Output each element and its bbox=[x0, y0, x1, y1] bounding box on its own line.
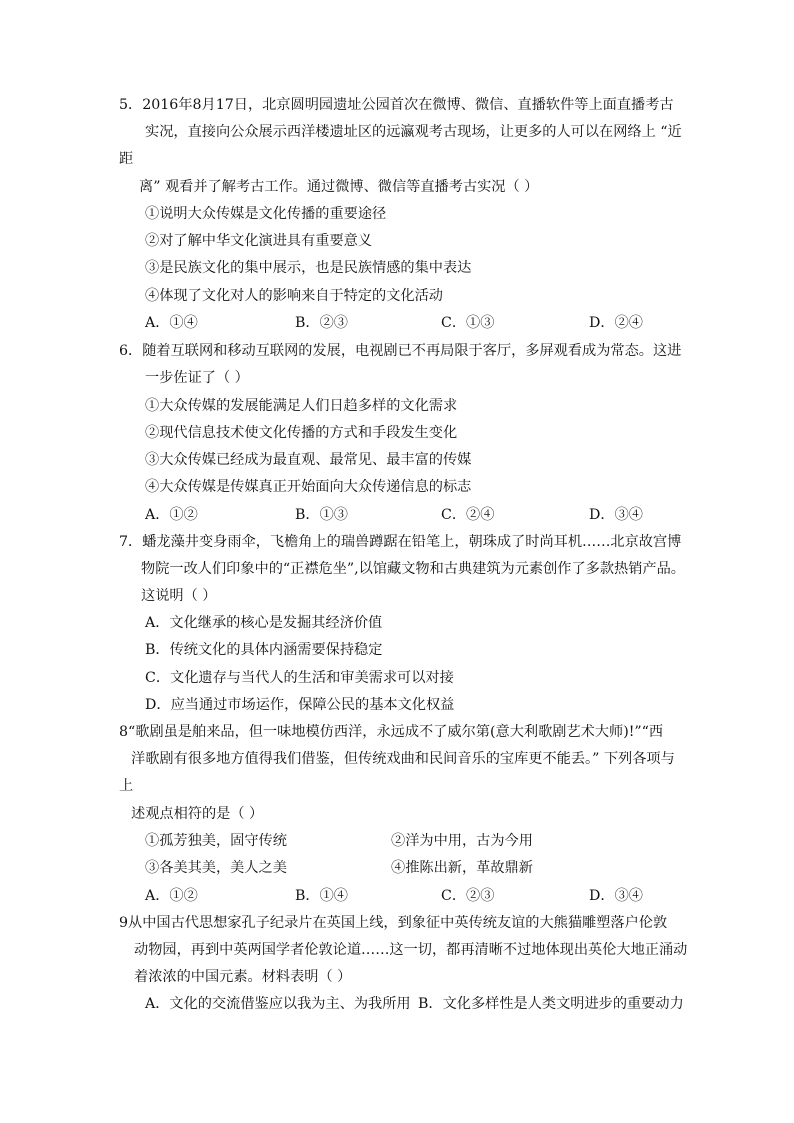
q9-stem-line-2: 动物园，再到中英两国学者伦敦论道……这一切，都再清晰不过地体现出英伦大地正涌动 bbox=[134, 942, 688, 958]
q8-statement-2: ②洋为中用，古为今用 bbox=[391, 833, 533, 849]
q6-statement-3: ③大众传媒已经成为最直观、最常见、最丰富的传媒 bbox=[145, 452, 472, 468]
q6-choice-c: C．②④ bbox=[441, 507, 495, 523]
q9-choice-b: B．文化多样性是人类文明进步的重要动力 bbox=[418, 996, 684, 1012]
q8-stem-line-1: 8“歌剧虽是舶来品，但一味地模仿西洋，永远成不了威尔第(意大利歌剧艺术大师)!”“西 bbox=[119, 724, 664, 740]
q8-stem-line-3: 上 bbox=[119, 778, 134, 794]
q6-stem-line-1: 6．随着互联网和移动互联网的发展，电视剧已不再局限于客厅，多屏观看成为常态。这进 bbox=[119, 343, 682, 359]
q6-statement-4: ④大众传媒是传媒真正开始面向大众传递信息的标志 bbox=[145, 479, 472, 495]
q6-statement-2: ②现代信息技术使文化传播的方式和手段发生变化 bbox=[145, 425, 458, 441]
q7-choice-d: D．应当通过市场运作，保障公民的基本文化权益 bbox=[145, 697, 455, 713]
q8-statement-1: ①孤芳独美，固守传统 bbox=[145, 833, 287, 849]
q5-stem-line-3: 距 bbox=[119, 151, 134, 167]
q6-stem-line-2: 一步佐证了（ ） bbox=[145, 370, 249, 386]
q9-stem-line-1: 9从中国古代思想家孔子纪录片在英国上线，到象征中英传统友谊的大熊猫雕塑落户伦敦 bbox=[119, 915, 668, 931]
q7-choice-b: B．传统文化的具体内涵需要保持稳定 bbox=[145, 642, 383, 658]
q8-stem-line-2: 洋歌剧有很多地方值得我们借鉴，但传统戏曲和民间音乐的宝库更不能丢。” 下列各项与 bbox=[131, 751, 675, 767]
q5-statement-2: ②对了解中华文化演进具有重要意义 bbox=[145, 233, 373, 249]
q9-stem-line-3: 着浓浓的中国元素。材料表明（ ） bbox=[134, 969, 352, 985]
q6-choice-b: B．①③ bbox=[295, 507, 348, 523]
q6-choice-d: D．③④ bbox=[589, 507, 643, 523]
q8-statement-3: ③各美其美，美人之美 bbox=[145, 860, 287, 876]
q5-statement-1: ①说明大众传媒是文化传播的重要途径 bbox=[145, 206, 387, 222]
q5-stem-line-4: 离” 观看并了解考古工作。通过微博、微信等直播考古实况（ ） bbox=[139, 179, 539, 195]
q7-stem-line-2: 物院一改人们印象中的“正襟危坐”,以馆藏文物和古典建筑为元素创作了多款热销产品。 bbox=[141, 561, 685, 577]
q8-choice-a: A．①② bbox=[145, 888, 198, 904]
q7-stem-line-1: 7．蟠龙藻井变身雨伞，飞檐角上的瑞兽蹲踞在铅笔上，朝珠成了时尚耳机……北京故宫博 bbox=[119, 534, 682, 550]
q6-choice-a: A．①② bbox=[145, 507, 198, 523]
q7-stem-line-3: 这说明（ ） bbox=[141, 588, 217, 604]
q5-choice-d: D．②④ bbox=[589, 315, 643, 331]
q8-choice-b: B．①④ bbox=[295, 888, 348, 904]
q6-statement-1: ①大众传媒的发展能满足人们日趋多样的文化需求 bbox=[145, 398, 458, 414]
q5-choice-c: C．①③ bbox=[441, 315, 495, 331]
q5-stem-line-1: 5．2016年8月17日，北京圆明园遗址公园首次在微博、微信、直播软件等上面直播考古 bbox=[119, 97, 674, 113]
q5-stem-line-2: 实况，直接向公众展示西洋楼遗址区的远瀛观考古现场，让更多的人可以在网络上 “近 bbox=[145, 124, 682, 140]
q7-choice-a: A．文化继承的核心是发掘其经济价值 bbox=[145, 615, 383, 631]
q8-stem-line-4: 述观点相符的是（ ） bbox=[131, 806, 264, 822]
q5-choice-a: A．①④ bbox=[145, 315, 198, 331]
q5-choice-b: B．②③ bbox=[295, 315, 348, 331]
q5-statement-4: ④体现了文化对人的影响来自于特定的文化活动 bbox=[145, 288, 443, 304]
q8-choice-d: D．③④ bbox=[589, 888, 643, 904]
q7-choice-c: C．文化遗存与当代人的生活和审美需求可以对接 bbox=[145, 670, 454, 686]
q9-choice-a: A．文化的交流借鉴应以我为主、为我所用 bbox=[145, 996, 411, 1012]
q5-statement-3: ③是民族文化的集中展示，也是民族情感的集中表达 bbox=[145, 260, 472, 276]
q8-choice-c: C．②③ bbox=[441, 888, 495, 904]
q8-statement-4: ④推陈出新，革故鼎新 bbox=[391, 860, 533, 876]
